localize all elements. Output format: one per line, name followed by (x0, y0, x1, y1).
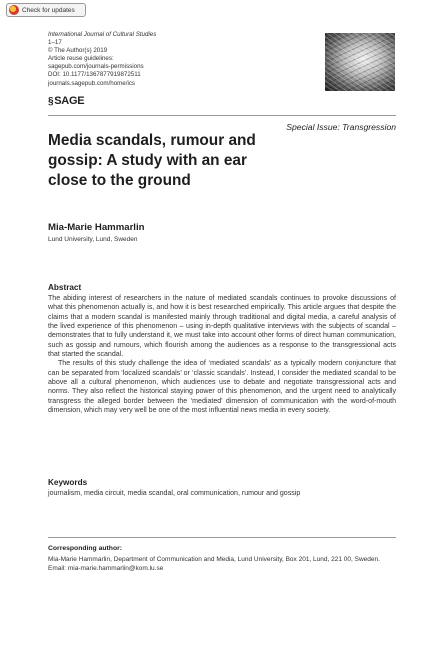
abstract-paragraph-2: The results of this study challenge the idea of ‘mediated scandals’ as a typically modern conjuncture that can be separated from ‘localized scandals’ or ‘classic scandals’. Instead, I consider the mediated scandal to be above all a cultural phenomenon, which audiences use to debate and negotiate transgressional acts and norms. They also reflect the historical staying power of this phenomenon, and the urgent need to analytically transgress the alleged border between the ‘mediated’ dimension of communication with the word-of-mouth dimension, which may very well be one of the most influential news media in every society. (48, 360, 396, 415)
sage-logo-icon: § (48, 95, 54, 107)
abstract-body (48, 294, 396, 415)
journal-home-link[interactable]: journals.sagepub.com/home/ics (48, 79, 136, 87)
page-range: 1–17 (48, 39, 62, 47)
reuse-label: Article reuse guidelines: (48, 55, 114, 63)
keywords-list: journalism, media circuit, media scandal, oral communication, rumour and gossip (48, 490, 301, 497)
corresponding-address: Mia-Marie Hammarlin, Department of Communication and Media, Lund University, Box 201, Lund, 221 00, Sweden. (48, 556, 380, 563)
doi[interactable]: DOI: 10.1177/1367877919872511 (48, 71, 141, 79)
corresponding-author-details (48, 556, 398, 573)
reuse-link[interactable]: sagepub.com/journals-permissions (48, 63, 144, 71)
journal-title: International Journal of Cultural Studies (48, 31, 157, 38)
author-name: Mia-Marie Hammarlin (48, 222, 145, 233)
journal-cover-image (325, 33, 395, 91)
check-for-updates-badge[interactable] (6, 3, 86, 17)
special-issue-label: Special Issue: Transgression (286, 122, 396, 132)
article-title: Media scandals, rumour and gossip: A study with an ear close to the ground (48, 132, 256, 189)
publisher-logo (48, 95, 84, 107)
journal-meta (48, 31, 156, 88)
keywords-heading: Keywords (48, 478, 88, 487)
footer-divider (48, 537, 396, 538)
check-for-updates-label: Check for updates (22, 6, 75, 14)
abstract-heading: Abstract (48, 283, 82, 292)
copyright: © The Author(s) 2019 (48, 47, 108, 55)
corresponding-author-heading: Corresponding author: (48, 545, 123, 552)
check-for-updates-icon (9, 5, 19, 15)
abstract-paragraph-1: The abiding interest of researchers in the nature of mediated scandals continues to provoke discussions of what this phenomenon actually is, and how it is best researched empirically. This article argues that despite the claims that a modern scandal is manifested mainly through traditional and digital media, a careful analysis of the lived experience of this phenomenon – using in-depth qualitative interviews with the subjects of scandal – demonstrates that to fully understand it, we must take into account other forms of direct human communication, such as gossip and rumours, which flourish among the audiences as a response to the transgressional acts that started the scandal. (48, 295, 396, 359)
corresponding-email[interactable]: Email: mia-marie.hammarlin@kom.lu.se (48, 564, 164, 572)
author-affiliation: Lund University, Lund, Sweden (48, 236, 138, 243)
publisher-name: SAGE (54, 95, 85, 107)
header-divider (48, 115, 396, 116)
